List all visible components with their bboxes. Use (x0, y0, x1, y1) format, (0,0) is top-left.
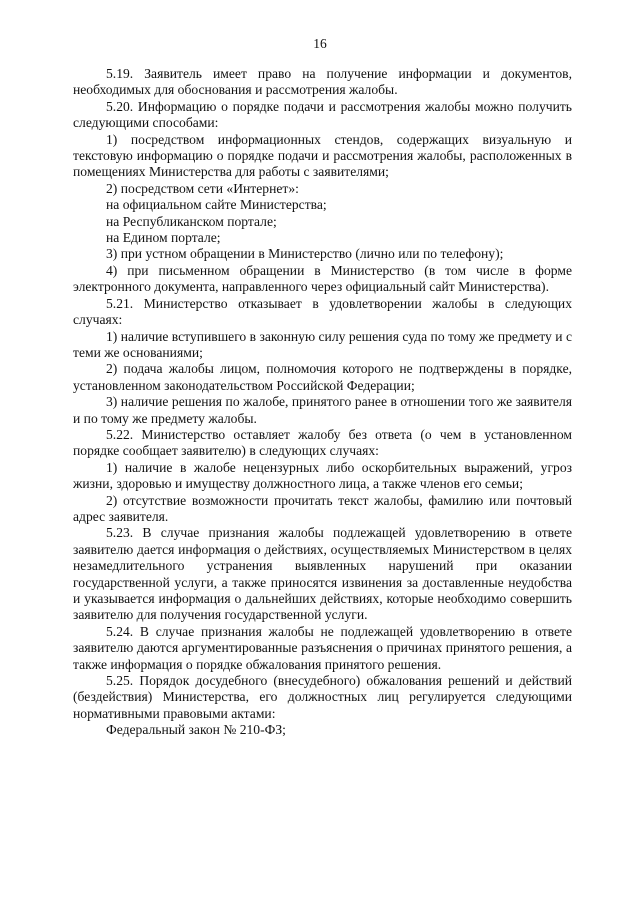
list-item-federal-law: Федеральный закон № 210-ФЗ; (106, 722, 286, 738)
paragraph-5-19: 5.19. Заявитель имеет право на получение информации и документов, необходимых для обоснования и рассмотрения жалобы. (73, 66, 572, 98)
paragraph-5-24: 5.24. В случае признания жалобы не подлежащей удовлетворению в ответе заявителю даются аргументированные разъяснения о причинах принятого решения, а также информация о порядке обжалования принятого решения. (73, 623, 572, 672)
list-item-republican-portal: на Республиканском портале; (106, 213, 277, 229)
list-item-court-decision: 1) наличие вступившего в законную силу решения суда по тому же предмету и с теми же основаниями; (73, 328, 572, 360)
list-item-unreadable: 2) отсутствие возможности прочитать текст жалобы, фамилию или почтовый адрес заявителя. (73, 492, 572, 524)
page-number: 16 (313, 36, 327, 51)
list-item-offensive-language: 1) наличие в жалобе нецензурных либо оскорбительных выражений, угроз жизни, здоровью и имуществу должностного лица, а также членов его семьи; (73, 459, 572, 492)
list-item-unified-portal: на Едином портале; (106, 230, 221, 246)
paragraph-5-22: 5.22. Министерство оставляет жалобу без ответа (о чем в установленном порядке сообщает заявителю) в следующих случаях: (73, 426, 572, 459)
list-item-written-request: 4) при письменном обращении в Министерство (в том числе в форме электронного документа, направленного через официальный сайт Министерства). (73, 262, 572, 295)
paragraph-5-21: 5.21. Министерство отказывает в удовлетворении жалобы в следующих случаях: (73, 295, 572, 328)
paragraph-5-20: 5.20. Информацию о порядке подачи и рассмотрения жалобы можно получить следующими способами: (73, 98, 572, 131)
list-item-official-site: на официальном сайте Министерства; (106, 197, 327, 213)
list-item-oral-request: 3) при устном обращении в Министерство (лично или по телефону); (106, 246, 504, 262)
document-body (73, 66, 572, 739)
paragraph-5-25: 5.25. Порядок досудебного (внесудебного) обжалования решений и действий (бездействия) Министерства, его должностных лиц регулируется следующими нормативными правовыми актами: (73, 673, 572, 721)
list-item-internet: 2) посредством сети «Интернет»: (106, 180, 299, 196)
list-item-unauthorized-person: 2) подача жалобы лицом, полномочия которого не подтверждены в порядке, установленном законодательством Российской Федерации; (73, 361, 572, 393)
paragraph-5-23: 5.23. В случае признания жалобы подлежащей удовлетворению в ответе заявителю дается информация о действиях, осуществляемых Министерством в целях незамедлительного устранения выявленных нарушений при оказании государственной услуги, а также приносятся извинения за доставленные неудобства и указывается информация о дальнейших действиях, которые необходимо совершить заявителю для получения государственной услуги. (73, 525, 572, 623)
list-item-prior-decision: 3) наличие решения по жалобе, принятого ранее в отношении того же заявителя и по тому же предмету жалобы. (73, 394, 572, 426)
list-item-stands: 1) посредством информационных стендов, содержащих визуальную и текстовую информацию о порядке подачи и рассмотрения жалобы, расположенных в помещениях Министерства для работы с заявителями; (73, 131, 572, 180)
